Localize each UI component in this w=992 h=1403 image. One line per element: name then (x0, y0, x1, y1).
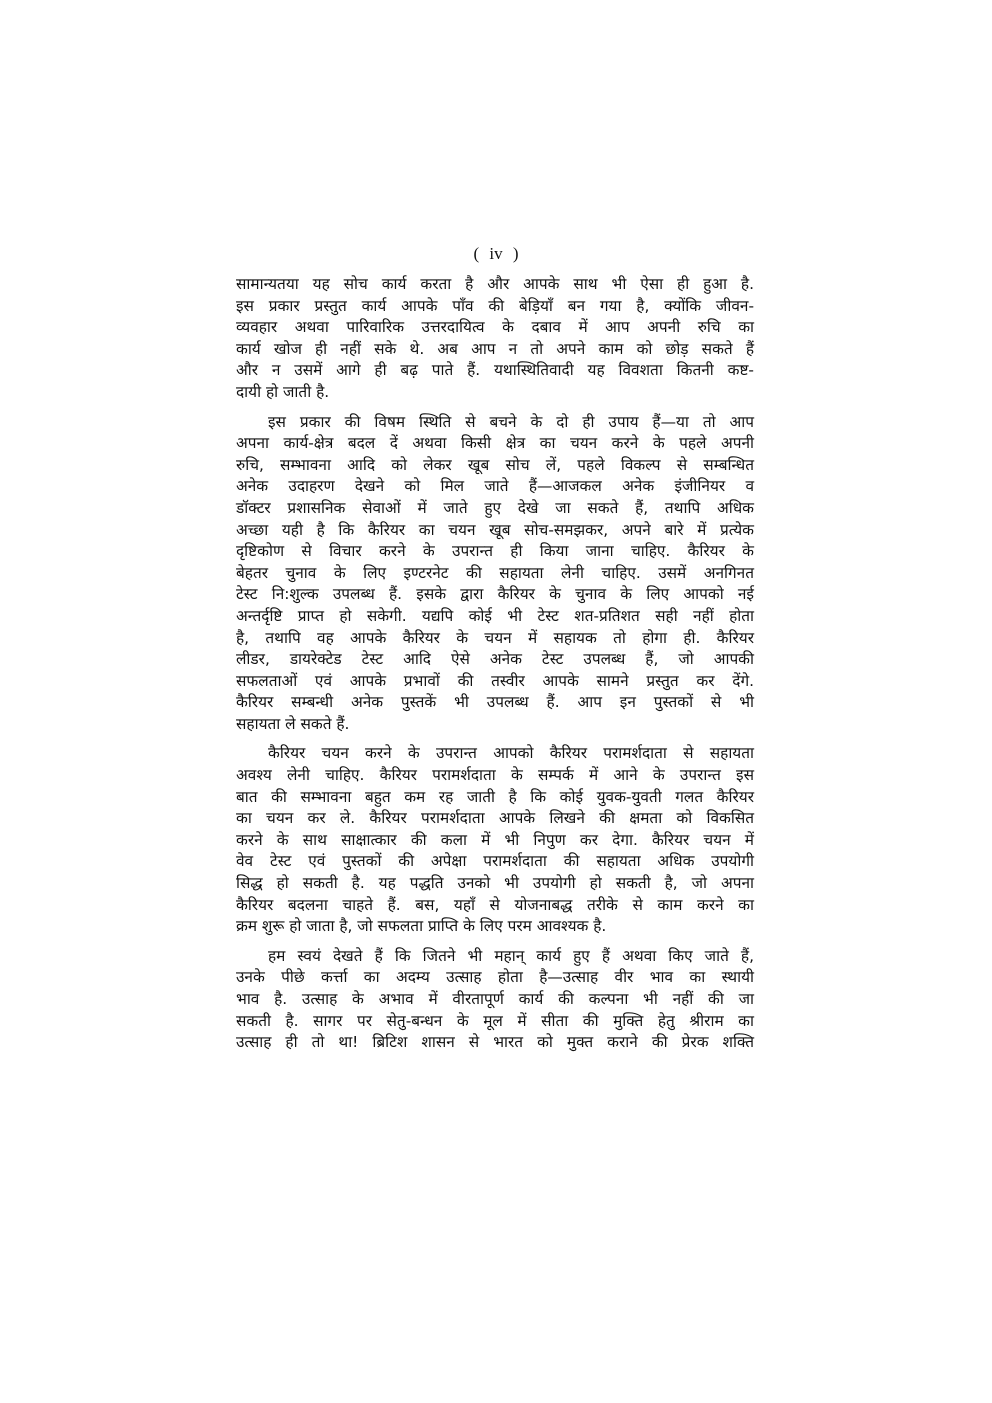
paragraph-2 (236, 412, 754, 736)
text-line: रुचि, सम्भावना आदि को लेकर खूब सोच लें, पहले विकल्प से सम्बन्धित (236, 455, 754, 474)
text-line: अवश्य लेनी चाहिए. कैरियर परामर्शदाता के सम्पर्क में आने के उपरान्त इस (236, 766, 754, 785)
text-line: डॉक्टर प्रशासनिक सेवाओं में जाते हुए देखे जा सकते हैं, तथापि अधिक (236, 498, 754, 517)
text-line: कैरियर बदलना चाहते हैं. बस, यहाँ से योजनाबद्ध तरीके से काम करने का (236, 895, 754, 914)
text-line: सामान्यतया यह सोच कार्य करता है और आपके साथ भी ऐसा ही हुआ है. (236, 275, 754, 293)
text-line: बेहतर चुनाव के लिए इण्टरनेट की सहायता लेनी चाहिए. उसमें अनगिनत (236, 563, 754, 582)
text-line: हम स्वयं देखते हैं कि जितने भी महान् कार्य हुए हैं अथवा किए जाते हैं, (268, 946, 754, 965)
text-line: इस प्रकार की विषम स्थिति से बचने के दो ही उपाय हैं—या तो आप (268, 412, 754, 431)
paragraph-4 (236, 946, 754, 1054)
text-line: दायी हो जाती है. (236, 382, 330, 401)
text-line: सहायता ले सकते हैं. (236, 714, 350, 733)
paragraph-1 (236, 274, 754, 404)
paragraph-3 (236, 743, 754, 937)
text-line: उनके पीछे कर्त्ता का अदम्य उत्साह होता है—उत्साह वीर भाव का स्थायी (236, 968, 754, 987)
paragraph-gap (236, 735, 754, 743)
text-line: उत्साह ही तो था! ब्रिटिश शासन से भारत को मुक्त कराने की प्रेरक शक्ति (236, 1033, 754, 1052)
text-line: अपना कार्य-क्षेत्र बदल दें अथवा किसी क्षेत्र का चयन करने के पहले अपनी (236, 434, 754, 453)
text-line: अच्छा यही है कि कैरियर का चयन खूब सोच-समझकर, अपने बारे में प्रत्येक (236, 520, 754, 539)
text-line: सिद्ध हो सकती है. यह पद्धति उनको भी उपयोगी हो सकती है, जो अपना (236, 874, 754, 893)
text-line: है, तथापि वह आपके कैरियर के चयन में सहायक तो होगा ही. कैरियर (236, 628, 754, 647)
text-line: दृष्टिकोण से विचार करने के उपरान्त ही किया जाना चाहिए. कैरियर के (236, 542, 754, 561)
text-line: का चयन कर ले. कैरियर परामर्शदाता आपके लिखने की क्षमता को विकसित (236, 809, 754, 828)
text-line: भाव है. उत्साह के अभाव में वीरतापूर्ण कार्य की कल्पना भी नहीं की जा (236, 990, 754, 1008)
paragraph-gap (236, 938, 754, 946)
text-line: और न उसमें आगे ही बढ़ पाते हैं. यथास्थितिवादी यह विवशता कितनी कष्ट- (236, 361, 754, 380)
text-line: कार्य खोज ही नहीं सके थे. अब आप न तो अपने काम को छोड़ सकते हैं (236, 339, 754, 358)
text-line: टेस्ट नि:शुल्क उपलब्ध हैं. इसके द्वारा कैरियर के चुनाव के लिए आपको नई (236, 585, 754, 604)
page-number: ( iv ) (473, 244, 519, 263)
text-line: वेव टेस्ट एवं पुस्तकों की अपेक्षा परामर्शदाता की सहायता अधिक उपयोगी (236, 852, 754, 871)
text-line: कैरियर सम्बन्धी अनेक पुस्तकें भी उपलब्ध हैं. आप इन पुस्तकों से भी (236, 693, 754, 712)
text-line: लीडर, डायरेक्टेड टेस्ट आदि ऐसे अनेक टेस्ट उपलब्ध हैं, जो आपकी (236, 650, 754, 669)
body-text (236, 274, 754, 1054)
paragraph-gap (236, 404, 754, 412)
text-line: व्यवहार अथवा पारिवारिक उत्तरदायित्व के दबाव में आप अपनी रुचि का (236, 318, 754, 337)
text-line: इस प्रकार प्रस्तुत कार्य आपके पाँव की बेड़ियाँ बन गया है, क्योंकि जीवन- (236, 296, 754, 315)
text-line: बात की सम्भावना बहुत कम रह जाती है कि कोई युवक-युवती गलत कैरियर (236, 787, 754, 806)
text-line: सकती है. सागर पर सेतु-बन्धन के मूल में सीता की मुक्ति हेतु श्रीराम का (236, 1011, 754, 1030)
text-line: अन्तर्दृष्टि प्राप्त हो सकेगी. यद्यपि कोई भी टेस्ट शत-प्रतिशत सही नहीं होता (236, 606, 754, 625)
text-line: कैरियर चयन करने के उपरान्त आपको कैरियर परामर्शदाता से सहायता (268, 744, 754, 763)
text-line: क्रम शुरू हो जाता है, जो सफलता प्राप्ति के लिए परम आवश्यक है. (236, 917, 607, 936)
text-line: सफलताओं एवं आपके प्रभावों की तस्वीर आपके सामने प्रस्तुत कर देंगे. (236, 671, 754, 690)
text-line: करने के साथ साक्षात्कार की कला में भी निपुण कर देगा. कैरियर चयन में (236, 830, 754, 849)
text-line: अनेक उदाहरण देखने को मिल जाते हैं—आजकल अनेक इंजीनियर व (236, 477, 754, 496)
